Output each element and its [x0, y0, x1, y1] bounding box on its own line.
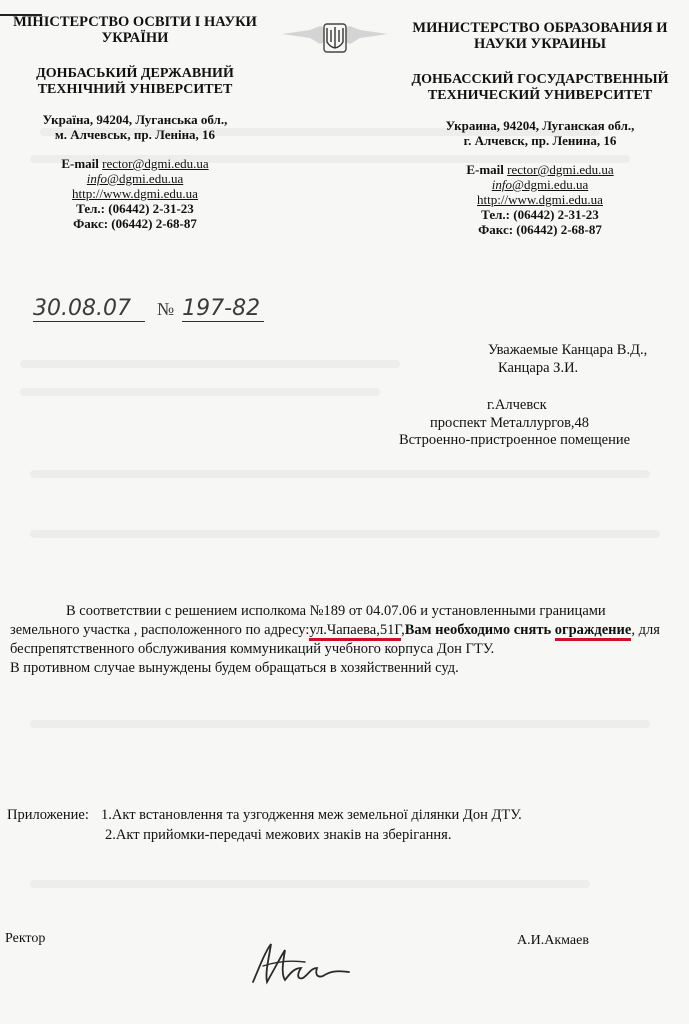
fax: Факс: (06442) 2-68-87: [478, 222, 602, 237]
email-link[interactable]: [492, 177, 588, 192]
body-text-start: В соответствии с решением исполкома №189 от 04.07.06 и установленными границами земельного участка , расположенного по адресу: [10, 603, 606, 638]
addressee-line: Канцара З.И.: [498, 360, 579, 376]
email-row: [10, 156, 260, 171]
email-suffix: @dgmi.edu.ua: [511, 177, 589, 192]
signer-name: А.И.Акмаев: [517, 933, 589, 948]
addressee-line: Уважаемые Канцара В.Д.,: [488, 342, 648, 358]
bleed-through: [20, 388, 380, 396]
registration-line: [33, 296, 264, 322]
body-paragraph: В противном случае вынуждены будем обращаться в хозяйственний суд.: [10, 660, 459, 676]
email-link[interactable]: [87, 171, 183, 186]
bleed-through: [30, 720, 650, 728]
letter-body: [10, 602, 670, 678]
website-row: [395, 192, 685, 207]
highlighted-address: ул.Чапаева,51Г: [309, 622, 401, 641]
trident-emblem-icon: [280, 20, 390, 56]
email-link[interactable]: rector@dgmi.edu.ua: [507, 162, 614, 177]
attachments-label: Приложение:: [7, 807, 89, 823]
body-text-end: для беспрепятственного обслуживания коммуникаций учебного корпуса Дон ГТУ.: [10, 622, 660, 657]
address-line: Украина, 94204, Луганская обл.,: [445, 118, 635, 133]
email-label: E-mail: [61, 156, 99, 171]
website-row: [10, 186, 260, 201]
ministry-name: МИНИСТЕРСТВО ОБРАЗОВАНИЯ И НАУКИ УКРАИНЫ: [412, 20, 668, 52]
website-link[interactable]: http://www.dgmi.edu.ua: [72, 186, 198, 201]
email-row: [395, 177, 685, 192]
attachment-text: 1.Акт встановлення та узгодження меж земельної ділянки Дон ДТУ.: [101, 807, 522, 823]
registration-date: 30.08.07: [33, 296, 145, 322]
postal-address: [10, 112, 260, 142]
email-prefix: info: [86, 171, 107, 186]
university-name: ДОНБАСЬКИЙ ДЕРЖАВНИЙ ТЕХНІЧНИЙ УНІВЕРСИТЕТ: [36, 66, 234, 97]
address-line: г. Алчевск, пр. Ленина, 16: [463, 133, 617, 148]
email-prefix: info: [491, 177, 512, 192]
bleed-through: [30, 530, 660, 538]
attachment-item: [7, 805, 522, 825]
ministry-name: МІНІСТЕРСТВО ОСВІТИ І НАУКИ УКРАЇНИ: [13, 14, 257, 46]
website-link[interactable]: http://www.dgmi.edu.ua: [477, 192, 603, 207]
postal-address: [395, 118, 685, 148]
demand-text: Вам необходимо снять: [404, 622, 552, 638]
address-line: м. Алчевськ, пр. Леніна, 16: [54, 127, 216, 142]
email-suffix: @dgmi.edu.ua: [106, 171, 184, 186]
signer-title: Ректор: [5, 931, 46, 946]
email-label: E-mail: [466, 162, 504, 177]
letterhead-left: [10, 14, 260, 231]
bleed-through: [30, 470, 650, 478]
handwritten-signature: [245, 938, 355, 988]
phone: Тел.: (06442) 2-31-23: [76, 201, 194, 216]
bleed-through: [30, 880, 590, 888]
body-paragraph: В соответствии с решением исполкома №189 от 04.07.06 и установленными границами земельного участка , расположенного по адресу:ул.Чапаева,51Г,Вам необходимо снять ограждение, для беспрепятственного обслуживания коммуникаций учебного корпуса Дон ГТУ.: [10, 603, 660, 657]
demand-text-underlined: ограждение: [555, 622, 632, 641]
contacts: [10, 156, 260, 231]
email-link[interactable]: rector@dgmi.edu.ua: [102, 156, 209, 171]
registration-number: 197-82: [182, 296, 264, 322]
contacts: [395, 162, 685, 237]
address-line: Україна, 94204, Луганська обл.,: [42, 112, 228, 127]
addressee-city: г.Алчевск: [487, 397, 547, 413]
fax: Факс: (06442) 2-68-87: [73, 216, 197, 231]
email-row: [10, 171, 260, 186]
university-name: ДОНБАССКИЙ ГОСУДАРСТВЕННЫЙ ТЕХНИЧЕСКИЙ УНИВЕРСИТЕТ: [411, 72, 669, 103]
attachments: [7, 805, 522, 845]
number-sign: №: [156, 299, 175, 319]
addressee-premises: Встроенно-пристроенное помещение: [399, 432, 631, 448]
addressee-street: проспект Металлургов,48: [430, 415, 590, 431]
email-row: [395, 162, 685, 177]
attachment-item: 2.Акт прийомки-передачі межових знаків на зберігання.: [105, 827, 452, 843]
letterhead-right: [395, 20, 685, 237]
phone: Тел.: (06442) 2-31-23: [481, 207, 599, 222]
bleed-through: [20, 360, 400, 368]
